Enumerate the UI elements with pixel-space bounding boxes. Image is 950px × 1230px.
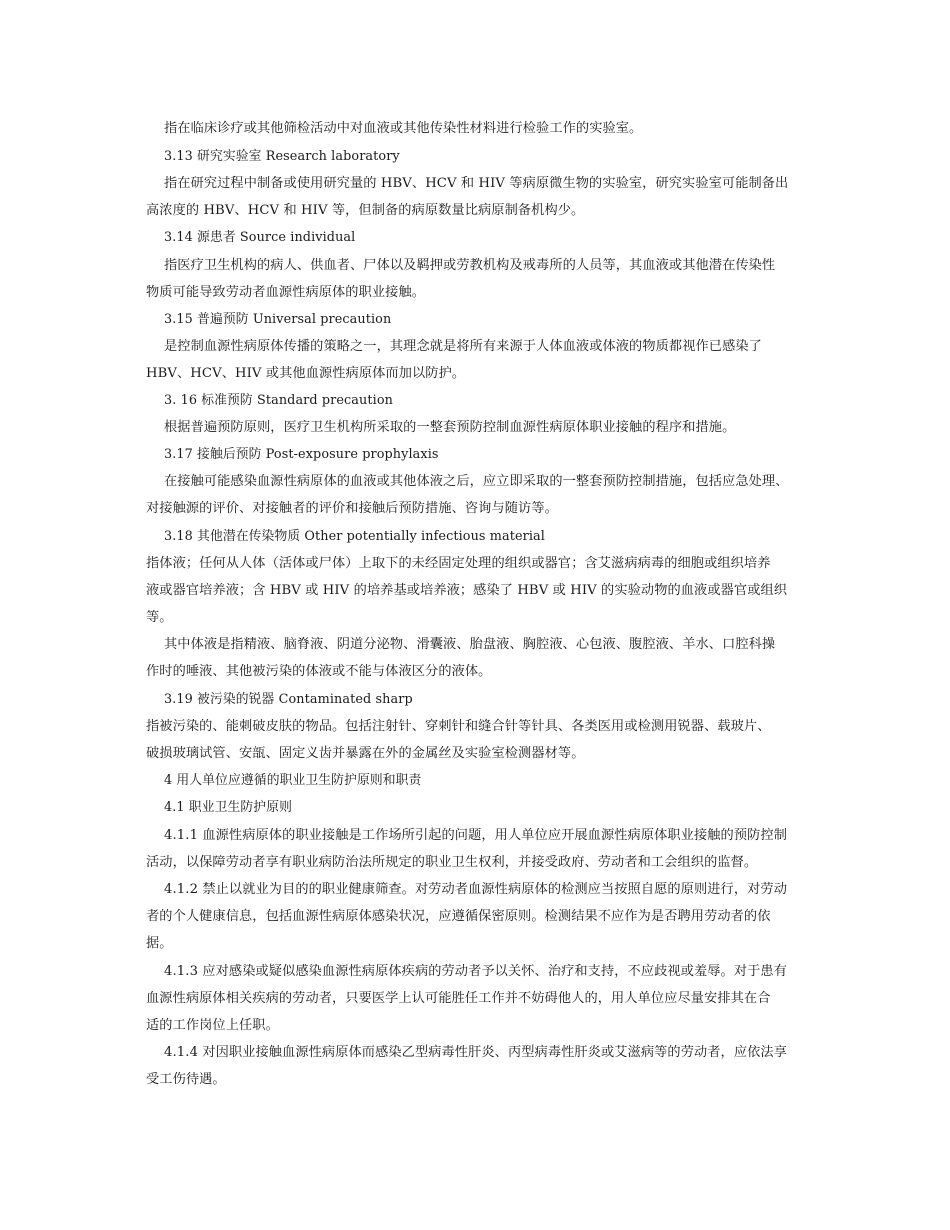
paragraph-lab-definition-cont: 指在临床诊疗或其他筛检活动中对血液或其他传染性材料进行检验工作的实验室。: [164, 121, 643, 136]
paragraph-3-13-line-1: 指在研究过程中制备或使用研究量的 HBV、HCV 和 HIV 等病原微生物的实验室，研究实验室可能制备出: [164, 176, 789, 191]
paragraph-4-1-3-line-1: 4.1.3 应对感染或疑似感染血源性病原体疾病的劳动者予以关怀、治疗和支持，不应歧视或羞辱。对于患有: [164, 964, 787, 979]
paragraph-4-1-4-line-2: 受工伤待遇。: [146, 1072, 226, 1087]
paragraph-3-18-line-2: 液或器官培养液；含 HBV 或 HIV 的培养基或培养液；感染了 HBV 或 HIV 的实验动物的血液或器官或组织: [146, 583, 788, 598]
paragraph-4-1-3-line-3: 适的工作岗位上任职。: [146, 1018, 279, 1033]
paragraph-4-1-2-line-3: 据。: [146, 936, 173, 951]
paragraph-3-18-line-1: 指体液；任何从人体（活体或尸体）上取下的未经固定处理的组织或器官；含艾滋病病毒的细胞或组织培养: [146, 556, 771, 571]
paragraph-3-15-line-1: 是控制血源性病原体传播的策略之一，其理念就是将所有来源于人体血液或体液的物质都视作已感染了: [164, 339, 762, 354]
paragraph-4-1-3-line-2: 血源性病原体相关疾病的劳动者，只要医学上认可能胜任工作并不妨碍他人的，用人单位应尽量安排其在合: [146, 991, 771, 1006]
paragraph-4-1-1-line-1: 4.1.1 血源性病原体的职业接触是工作场所引起的问题，用人单位应开展血源性病原体职业接触的预防控制: [164, 828, 787, 843]
paragraph-3-19-line-1: 指被污染的、能刺破皮肤的物品。包括注射针、穿刺针和缝合针等针具、各类医用或检测用锐器、载玻片、: [146, 719, 771, 734]
paragraph-4-1-2-line-2: 者的个人健康信息，包括血源性病原体感染状况，应遵循保密原则。检测结果不应作为是否聘用劳动者的依: [146, 909, 771, 924]
paragraph-3-18-body-fluids-line-2: 作时的唾液、其他被污染的体液或不能与体液区分的液体。: [146, 664, 492, 679]
paragraph-3-13-line-2: 高浓度的 HBV、HCV 和 HIV 等，但制备的病原数量比病原制备机构少。: [146, 203, 585, 218]
heading-4: 4 用人单位应遵循的职业卫生防护原则和职责: [164, 773, 422, 788]
paragraph-4-1-2-line-1: 4.1.2 禁止以就业为目的的职业健康筛查。对劳动者血源性病原体的检测应当按照自愿的原则进行，对劳动: [164, 882, 787, 897]
paragraph-3-17-line-1: 在接触可能感染血源性病原体的血液或其他体液之后，应立即采取的一整套预防控制措施，包括应急处理、: [164, 474, 789, 489]
paragraph-3-15-line-2: HBV、HCV、HIV 或其他血源性病原体而加以防护。: [146, 366, 466, 381]
heading-3-18: 3.18 其他潜在传染物质 Other potentially infectious material: [164, 529, 545, 544]
paragraph-3-17-line-2: 对接触源的评价、对接触者的评价和接触后预防措施、咨询与随访等。: [146, 501, 558, 516]
heading-4-1: 4.1 职业卫生防护原则: [164, 800, 292, 815]
heading-3-17: 3.17 接触后预防 Post-exposure prophylaxis: [164, 447, 439, 462]
paragraph-3-18-body-fluids-line-1: 其中体液是指精液、脑脊液、阴道分泌物、滑囊液、胎盘液、胸腔液、心包液、腹腔液、羊水、口腔科操: [164, 637, 776, 652]
heading-3-16: 3. 16 标准预防 Standard precaution: [164, 393, 393, 408]
paragraph-3-19-line-2: 破损玻璃试管、安瓿、固定义齿并暴露在外的金属丝及实验室检测器材等。: [146, 746, 585, 761]
paragraph-3-18-line-3: 等。: [146, 610, 173, 625]
heading-3-15: 3.15 普遍预防 Universal precaution: [164, 312, 392, 327]
paragraph-3-14-line-1: 指医疗卫生机构的病人、供血者、尸体以及羁押或劳教机构及戒毒所的人员等，其血液或其他潜在传染性: [164, 258, 776, 273]
paragraph-3-14-line-2: 物质可能导致劳动者血源性病原体的职业接触。: [146, 285, 426, 300]
heading-3-13: 3.13 研究实验室 Research laboratory: [164, 149, 400, 164]
heading-3-19: 3.19 被污染的锐器 Contaminated sharp: [164, 692, 413, 707]
paragraph-4-1-4-line-1: 4.1.4 对因职业接触血源性病原体而感染乙型病毒性肝炎、丙型病毒性肝炎或艾滋病等的劳动者，应依法享: [164, 1045, 787, 1060]
paragraph-4-1-1-line-2: 活动，以保障劳动者享有职业病防治法所规定的职业卫生权利，并接受政府、劳动者和工会组织的监督。: [146, 855, 758, 870]
paragraph-3-16: 根据普遍预防原则，医疗卫生机构所采取的一整套预防控制血源性病原体职业接触的程序和措施。: [164, 420, 736, 435]
heading-3-14: 3.14 源患者 Source individual: [164, 230, 356, 245]
